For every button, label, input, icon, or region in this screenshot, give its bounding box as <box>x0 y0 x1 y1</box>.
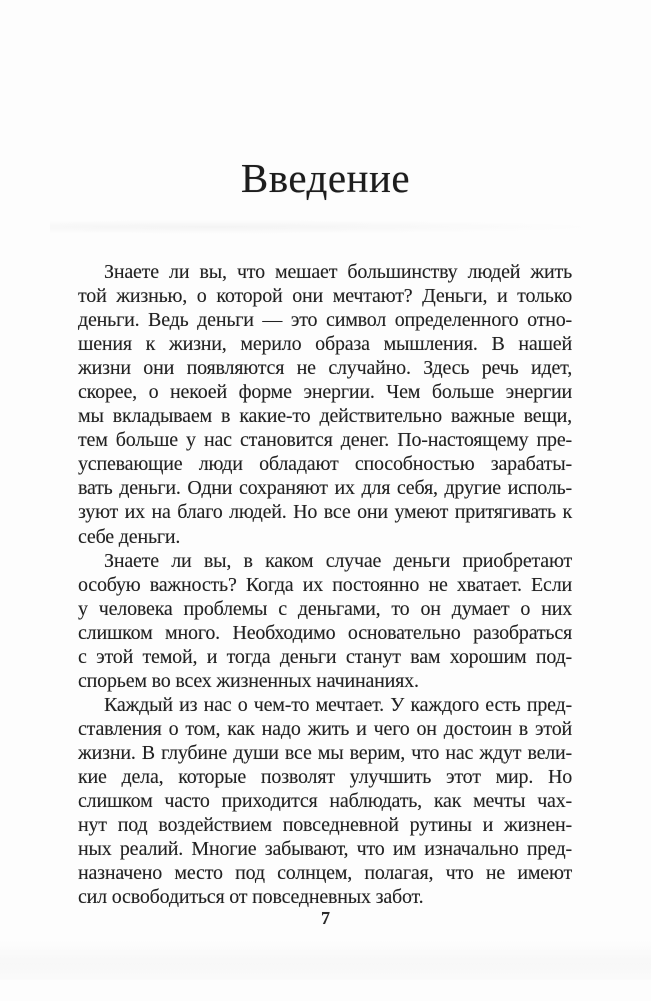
text-line: особую важность? Когда их постоянно не хватает. Если <box>78 573 572 596</box>
text-line: ставления о том, как надо жить и чего он достоин в этой <box>78 717 572 740</box>
scan-artifact <box>50 220 600 234</box>
text-line: скорее, о некоей форме энергии. Чем больше энергии <box>78 381 572 404</box>
text-line: Знаете ли вы, что мешает большинству людей жить <box>104 261 572 283</box>
text-line: назначено место под солнцем, полагая, что не имеют <box>78 862 572 885</box>
text-line: нут под воздействием повседневной рутины и жизнен- <box>78 814 572 837</box>
text-line: сил освободиться от повседневных забот. <box>78 886 424 909</box>
text-line: у человека проблемы с деньгами, то он думает о них <box>78 597 572 620</box>
text-line: вать деньги. Одни сохраняют их для себя, другие исполь- <box>78 477 572 500</box>
text-line: с этой темой, и тогда деньги станут вам хорошим под- <box>78 645 572 668</box>
text-line: успевающие люди обладают способностью зарабаты- <box>78 453 572 476</box>
text-line: деньги. Ведь деньги — это символ определенного отно- <box>78 309 572 332</box>
text-line: Каждый из нас о чем-то мечтает. У каждого есть пред- <box>104 693 572 716</box>
text-line: тем больше у нас становится денег. По-настоящему пре- <box>78 429 572 452</box>
text-line: кие дела, которые позволят улучшить этот мир. Но <box>78 765 572 788</box>
text-line: себе деньги. <box>78 525 181 548</box>
text-line: ных реалий. Многие забывают, что им изначально пред- <box>78 838 572 861</box>
text-line: жизни. В глубине души все мы верим, что нас ждут вели- <box>78 741 572 764</box>
text-line: зуют их на благо людей. Но все они умеют притягивать к <box>78 501 572 524</box>
scan-artifact <box>0 940 651 980</box>
text-line: мы вкладываем в какие-то действительно важные вещи, <box>78 405 572 428</box>
text-line: жизни они появляются не случайно. Здесь речь идет, <box>78 357 572 380</box>
text-line: той жизнью, о которой они мечтают? Деньги, и только <box>78 285 572 308</box>
chapter-title: Введение <box>240 155 411 201</box>
page-number: 7 <box>321 908 330 928</box>
text-line: шения к жизни, мерило образа мышления. В нашей <box>78 333 572 356</box>
text-line: спорьем во всех жизненных начинаниях. <box>78 669 419 692</box>
text-line: слишком много. Необходимо основательно разобраться <box>78 621 572 644</box>
text-line: Знаете ли вы, в каком случае деньги приобретают <box>104 549 572 572</box>
text-line: слишком часто приходится наблюдать, как мечты чах- <box>78 790 572 813</box>
page-text <box>78 260 572 909</box>
